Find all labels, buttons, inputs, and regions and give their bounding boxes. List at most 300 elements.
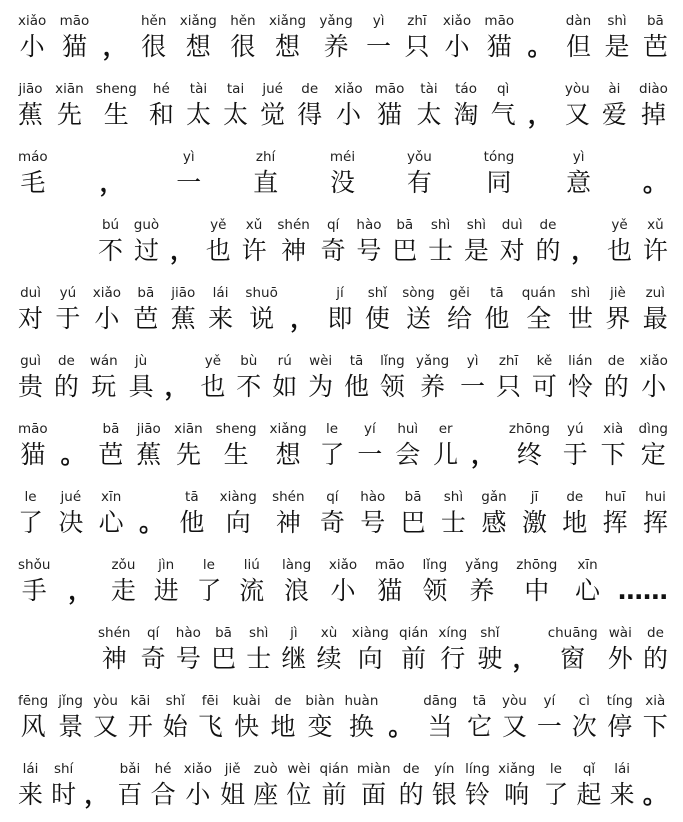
hanzi: 面 bbox=[361, 780, 387, 809]
annotated-character bbox=[477, 624, 502, 676]
pinyin: guò bbox=[133, 217, 160, 233]
hanzi: 掉 bbox=[640, 100, 666, 129]
pinyin: gěi bbox=[449, 285, 470, 301]
hanzi: 奇 bbox=[319, 508, 345, 537]
punctuation bbox=[571, 216, 596, 268]
pinyin: shì bbox=[466, 217, 487, 233]
annotated-character bbox=[404, 12, 429, 64]
annotated-character bbox=[305, 692, 334, 744]
punctuation bbox=[643, 760, 668, 812]
annotated-character bbox=[245, 284, 277, 336]
pinyin: bā bbox=[215, 625, 232, 641]
hanzi: 小 bbox=[330, 576, 356, 605]
hanzi: 也 bbox=[607, 236, 633, 265]
annotated-character bbox=[18, 556, 50, 608]
hanzi: 走 bbox=[110, 576, 136, 605]
annotated-character bbox=[375, 556, 405, 608]
annotated-character bbox=[55, 284, 80, 336]
annotated-character bbox=[375, 80, 405, 132]
annotated-character bbox=[423, 692, 457, 744]
hanzi: 猫 bbox=[377, 100, 403, 129]
hanzi: 生 bbox=[103, 100, 129, 129]
annotated-character bbox=[317, 624, 342, 676]
annotated-character bbox=[360, 488, 385, 540]
annotated-character bbox=[608, 624, 633, 676]
hanzi: 很 bbox=[141, 32, 167, 61]
pinyin: er bbox=[438, 421, 453, 437]
pinyin: miàn bbox=[356, 761, 391, 777]
hanzi: 前 bbox=[401, 644, 427, 673]
hanzi: 继 bbox=[281, 644, 307, 673]
hanzi: 一 bbox=[366, 32, 392, 61]
hanzi: 号 bbox=[356, 236, 382, 265]
pinyin: ài bbox=[608, 81, 621, 97]
pinyin: yǎng bbox=[319, 13, 353, 29]
annotated-character bbox=[320, 488, 345, 540]
annotated-character bbox=[96, 80, 137, 132]
annotated-character bbox=[577, 760, 602, 812]
annotated-character bbox=[180, 12, 217, 64]
pinyin: lǐng bbox=[380, 353, 405, 369]
annotated-character bbox=[502, 692, 527, 744]
hanzi: 的 bbox=[535, 236, 561, 265]
hanzi: 姐 bbox=[220, 780, 246, 809]
pinyin: xià bbox=[603, 421, 624, 437]
annotated-character bbox=[186, 80, 211, 132]
hanzi: 为 bbox=[308, 372, 334, 401]
hanzi: 起 bbox=[576, 780, 602, 809]
token-row bbox=[18, 484, 668, 540]
hanzi: 玩 bbox=[91, 372, 117, 401]
hanzi: 次 bbox=[571, 712, 597, 741]
text-line bbox=[18, 8, 668, 64]
pinyin: yì bbox=[372, 13, 385, 29]
hanzi: 对 bbox=[18, 304, 44, 333]
hanzi: 先 bbox=[56, 100, 82, 129]
hanzi: ， bbox=[164, 372, 190, 401]
hanzi: 过 bbox=[133, 236, 159, 265]
annotated-character bbox=[643, 692, 668, 744]
hanzi: 有 bbox=[406, 168, 432, 197]
annotated-character bbox=[522, 488, 547, 540]
pinyin: dāng bbox=[423, 693, 458, 709]
annotated-character bbox=[136, 420, 161, 472]
annotated-character bbox=[399, 760, 424, 812]
text-line bbox=[18, 144, 668, 200]
annotated-character bbox=[253, 148, 278, 200]
text-line bbox=[18, 76, 668, 132]
pinyin: xiǎo bbox=[442, 13, 472, 29]
pinyin: hé bbox=[154, 761, 172, 777]
hanzi: 猫 bbox=[486, 32, 512, 61]
annotated-character bbox=[344, 692, 378, 744]
hanzi: 太 bbox=[416, 100, 442, 129]
annotated-character bbox=[286, 760, 311, 812]
annotated-character bbox=[18, 148, 48, 200]
annotated-character bbox=[610, 760, 635, 812]
pinyin: dàn bbox=[565, 13, 592, 29]
hanzi: 毛 bbox=[20, 168, 46, 197]
annotated-character bbox=[18, 488, 43, 540]
pinyin: xiān bbox=[55, 81, 84, 97]
pinyin: rú bbox=[277, 353, 292, 369]
pinyin: shén bbox=[277, 217, 310, 233]
annotated-character bbox=[58, 692, 83, 744]
annotated-character bbox=[509, 420, 550, 472]
hanzi: 心 bbox=[98, 508, 124, 537]
hanzi: 生 bbox=[223, 440, 249, 469]
annotated-character bbox=[233, 692, 261, 744]
text-line bbox=[18, 416, 668, 472]
pinyin: yú bbox=[567, 421, 584, 437]
pinyin: zuì bbox=[645, 285, 665, 301]
hanzi: 小 bbox=[335, 100, 361, 129]
annotated-character bbox=[206, 216, 231, 268]
pinyin: shì bbox=[249, 625, 269, 641]
annotated-character bbox=[447, 284, 472, 336]
annotated-character bbox=[281, 624, 306, 676]
hanzi: ， bbox=[68, 576, 94, 605]
pinyin: bā bbox=[396, 217, 414, 233]
hanzi: 来 bbox=[208, 304, 234, 333]
hanzi: 心 bbox=[575, 576, 601, 605]
pinyin: tā bbox=[349, 353, 364, 369]
pinyin: le bbox=[202, 557, 215, 573]
annotated-character bbox=[18, 284, 43, 336]
pinyin: shì bbox=[430, 217, 451, 233]
annotated-character bbox=[174, 420, 203, 472]
hanzi: ， bbox=[290, 304, 316, 333]
annotated-character bbox=[460, 352, 485, 404]
hanzi: 使 bbox=[364, 304, 390, 333]
hanzi: 又 bbox=[501, 712, 527, 741]
annotated-character bbox=[605, 284, 630, 336]
annotated-character bbox=[58, 488, 83, 540]
annotated-character bbox=[438, 624, 467, 676]
pinyin: yě bbox=[210, 217, 227, 233]
hanzi: ， bbox=[84, 780, 110, 809]
annotated-character bbox=[208, 284, 233, 336]
pinyin: jiāo bbox=[18, 81, 43, 97]
annotated-character bbox=[230, 12, 255, 64]
pinyin: jué bbox=[60, 489, 82, 505]
pinyin: hěn bbox=[140, 13, 167, 29]
annotated-character bbox=[321, 216, 346, 268]
annotated-character bbox=[220, 760, 245, 812]
pinyin: shí bbox=[53, 761, 74, 777]
hanzi: 于 bbox=[562, 440, 588, 469]
hanzi: 激 bbox=[521, 508, 547, 537]
pinyin: xù bbox=[320, 625, 338, 641]
pinyin: qí bbox=[326, 489, 339, 505]
text-line bbox=[18, 212, 668, 268]
punctuation bbox=[527, 12, 552, 64]
annotated-character bbox=[141, 624, 166, 676]
hanzi: 合 bbox=[150, 780, 176, 809]
annotated-character bbox=[330, 148, 355, 200]
hanzi: 不 bbox=[236, 372, 262, 401]
annotated-character bbox=[465, 760, 490, 812]
hanzi: 怜 bbox=[567, 372, 593, 401]
annotated-character bbox=[532, 352, 557, 404]
pinyin: shǐ bbox=[367, 285, 388, 301]
hanzi: 想 bbox=[185, 32, 211, 61]
annotated-character bbox=[639, 80, 668, 132]
hanzi: 士 bbox=[246, 644, 272, 673]
annotated-character bbox=[90, 352, 118, 404]
hanzi: 。 bbox=[527, 32, 553, 61]
annotated-character bbox=[522, 284, 556, 336]
annotated-character bbox=[18, 12, 46, 64]
annotated-character bbox=[51, 760, 76, 812]
pinyin: shǐ bbox=[480, 625, 500, 641]
hanzi: 了 bbox=[196, 576, 222, 605]
hanzi: 不 bbox=[98, 236, 124, 265]
annotated-character bbox=[18, 352, 43, 404]
pinyin: bā bbox=[137, 285, 155, 301]
pinyin: tai bbox=[226, 81, 245, 97]
pinyin: hěn bbox=[230, 13, 256, 29]
token-row bbox=[98, 620, 668, 676]
hanzi: ， bbox=[102, 32, 128, 61]
pinyin: huàn bbox=[344, 693, 379, 709]
hanzi: 巴 bbox=[211, 644, 237, 673]
pinyin: qián bbox=[319, 761, 349, 777]
hanzi: 飞 bbox=[197, 712, 223, 741]
annotated-character bbox=[639, 420, 668, 472]
annotated-character bbox=[184, 760, 212, 812]
pinyin: xiān bbox=[174, 421, 203, 437]
hanzi: 领 bbox=[379, 372, 405, 401]
hanzi: 快 bbox=[234, 712, 260, 741]
annotated-character bbox=[223, 80, 248, 132]
hanzi: 送 bbox=[405, 304, 431, 333]
hanzi: 下 bbox=[642, 712, 668, 741]
annotated-character bbox=[196, 556, 221, 608]
pinyin: yě bbox=[204, 353, 222, 369]
pinyin: chuāng bbox=[547, 625, 598, 641]
pinyin: shì bbox=[443, 489, 464, 505]
pinyin: le bbox=[549, 761, 562, 777]
annotated-character bbox=[491, 80, 516, 132]
token-row bbox=[18, 348, 668, 404]
hanzi: …… bbox=[617, 576, 668, 605]
annotated-character bbox=[272, 488, 304, 540]
hanzi: 它 bbox=[467, 712, 493, 741]
punctuation bbox=[643, 148, 668, 200]
pinyin: shén bbox=[98, 625, 131, 641]
hanzi: 下 bbox=[600, 440, 626, 469]
hanzi: ， bbox=[99, 168, 125, 197]
hanzi: 的 bbox=[603, 372, 629, 401]
hanzi: 是 bbox=[463, 236, 489, 265]
annotated-character bbox=[566, 12, 591, 64]
hanzi: 界 bbox=[605, 304, 631, 333]
pinyin: yòu bbox=[502, 693, 527, 709]
annotated-character bbox=[176, 148, 201, 200]
pinyin: bā bbox=[102, 421, 120, 437]
hanzi: 挥 bbox=[602, 508, 628, 537]
punctuation bbox=[84, 760, 109, 812]
pinyin: jiāo bbox=[171, 285, 196, 301]
pinyin: de bbox=[57, 353, 75, 369]
annotated-character bbox=[535, 216, 560, 268]
annotated-character bbox=[399, 624, 428, 676]
token-row bbox=[18, 552, 668, 608]
hanzi: 儿 bbox=[433, 440, 459, 469]
pinyin: xīn bbox=[101, 489, 122, 505]
hanzi: 说 bbox=[249, 304, 275, 333]
annotated-character bbox=[484, 284, 509, 336]
annotated-character bbox=[572, 692, 597, 744]
punctuation bbox=[471, 420, 496, 472]
pinyin: yín bbox=[434, 761, 455, 777]
hanzi: 可 bbox=[531, 372, 557, 401]
hanzi: 全 bbox=[526, 304, 552, 333]
token-row bbox=[18, 280, 668, 336]
token-row bbox=[98, 212, 668, 268]
pinyin: tóng bbox=[483, 149, 515, 165]
hanzi: 世 bbox=[568, 304, 594, 333]
hanzi: 。 bbox=[138, 508, 164, 537]
hanzi: 浪 bbox=[284, 576, 310, 605]
annotated-character bbox=[200, 352, 225, 404]
text-line bbox=[18, 552, 668, 608]
annotated-character bbox=[260, 80, 285, 132]
annotated-character bbox=[117, 760, 142, 812]
hanzi: 巴 bbox=[392, 236, 418, 265]
pinyin: guì bbox=[20, 353, 41, 369]
pinyin: líng bbox=[465, 761, 490, 777]
annotated-character bbox=[163, 692, 188, 744]
annotated-character bbox=[329, 556, 357, 608]
annotated-character bbox=[198, 692, 223, 744]
hanzi: 百 bbox=[117, 780, 143, 809]
text-line bbox=[18, 620, 668, 676]
annotated-character bbox=[18, 692, 48, 744]
pinyin: diào bbox=[639, 81, 668, 97]
annotated-character bbox=[128, 692, 153, 744]
pinyin: hé bbox=[152, 81, 170, 97]
annotated-character bbox=[566, 148, 591, 200]
annotated-character bbox=[607, 216, 632, 268]
annotated-character bbox=[282, 556, 311, 608]
pinyin: lái bbox=[212, 285, 229, 301]
pinyin: yǎng bbox=[465, 557, 499, 573]
hanzi: 和 bbox=[148, 100, 174, 129]
punctuation bbox=[68, 556, 93, 608]
annotated-character bbox=[605, 12, 630, 64]
hanzi: 他 bbox=[484, 304, 510, 333]
hanzi: 芭 bbox=[133, 304, 159, 333]
hanzi: 养 bbox=[420, 372, 446, 401]
hanzi: 蕉 bbox=[170, 304, 196, 333]
hanzi: 流 bbox=[239, 576, 265, 605]
hanzi: 得 bbox=[297, 100, 323, 129]
pinyin: qí bbox=[146, 625, 160, 641]
pinyin: jué bbox=[262, 81, 283, 97]
hanzi: 。 bbox=[388, 712, 414, 741]
hanzi: 来 bbox=[18, 780, 44, 809]
pinyin: wài bbox=[608, 625, 632, 641]
hanzi: 续 bbox=[316, 644, 342, 673]
pinyin: tā bbox=[472, 693, 487, 709]
pinyin: lián bbox=[568, 353, 593, 369]
hanzi: 神 bbox=[281, 236, 307, 265]
pinyin: sheng bbox=[215, 421, 257, 437]
annotated-character bbox=[134, 216, 159, 268]
annotated-character bbox=[93, 692, 118, 744]
pinyin: kuài bbox=[232, 693, 261, 709]
annotated-character bbox=[356, 216, 381, 268]
token-row bbox=[18, 8, 668, 64]
hanzi: 风 bbox=[20, 712, 46, 741]
pinyin: xiàng bbox=[219, 489, 257, 505]
pinyin: bā bbox=[646, 13, 664, 29]
hanzi: 意 bbox=[566, 168, 592, 197]
hanzi: 。 bbox=[642, 780, 668, 809]
hanzi: 也 bbox=[205, 236, 231, 265]
token-row bbox=[18, 76, 668, 132]
hanzi: 小 bbox=[444, 32, 470, 61]
pinyin: xīn bbox=[577, 557, 598, 573]
annotated-character bbox=[465, 556, 498, 608]
annotated-character bbox=[98, 216, 123, 268]
punctuation bbox=[528, 80, 553, 132]
annotated-character bbox=[565, 80, 590, 132]
hanzi: 猫 bbox=[61, 32, 87, 61]
annotated-character bbox=[270, 692, 295, 744]
token-row bbox=[18, 416, 668, 472]
hanzi: 芭 bbox=[642, 32, 668, 61]
hanzi: 了 bbox=[319, 440, 345, 469]
hanzi: 位 bbox=[286, 780, 312, 809]
hanzi: 神 bbox=[101, 644, 127, 673]
punctuation bbox=[164, 352, 189, 404]
annotated-character bbox=[93, 284, 121, 336]
hanzi: 想 bbox=[275, 32, 301, 61]
annotated-character bbox=[407, 148, 432, 200]
hanzi: 一 bbox=[460, 372, 486, 401]
pinyin: jiāo bbox=[136, 421, 161, 437]
hanzi: 养 bbox=[469, 576, 495, 605]
hanzi: 银 bbox=[431, 780, 457, 809]
pinyin: yì bbox=[466, 353, 479, 369]
annotated-character bbox=[380, 352, 405, 404]
pinyin: shì bbox=[570, 285, 591, 301]
pinyin: yòu bbox=[564, 81, 590, 97]
text-line bbox=[18, 756, 668, 812]
annotated-character bbox=[319, 12, 352, 64]
pinyin: jiè bbox=[610, 285, 626, 301]
pinyin: wèi bbox=[287, 761, 311, 777]
hanzi: 即 bbox=[327, 304, 353, 333]
pinyin: shuō bbox=[245, 285, 278, 301]
pinyin: bù bbox=[240, 353, 258, 369]
pinyin: yǒu bbox=[406, 149, 432, 165]
hanzi: 他 bbox=[179, 508, 205, 537]
pinyin: de bbox=[402, 761, 420, 777]
pinyin: zhōng bbox=[508, 421, 550, 437]
hanzi: ， bbox=[169, 236, 195, 265]
annotated-character bbox=[575, 556, 600, 608]
hanzi: 铃 bbox=[464, 780, 490, 809]
hanzi: 具 bbox=[128, 372, 154, 401]
annotated-character bbox=[179, 488, 204, 540]
hanzi: 景 bbox=[58, 712, 84, 741]
annotated-character bbox=[467, 692, 492, 744]
hanzi: 中 bbox=[524, 576, 550, 605]
